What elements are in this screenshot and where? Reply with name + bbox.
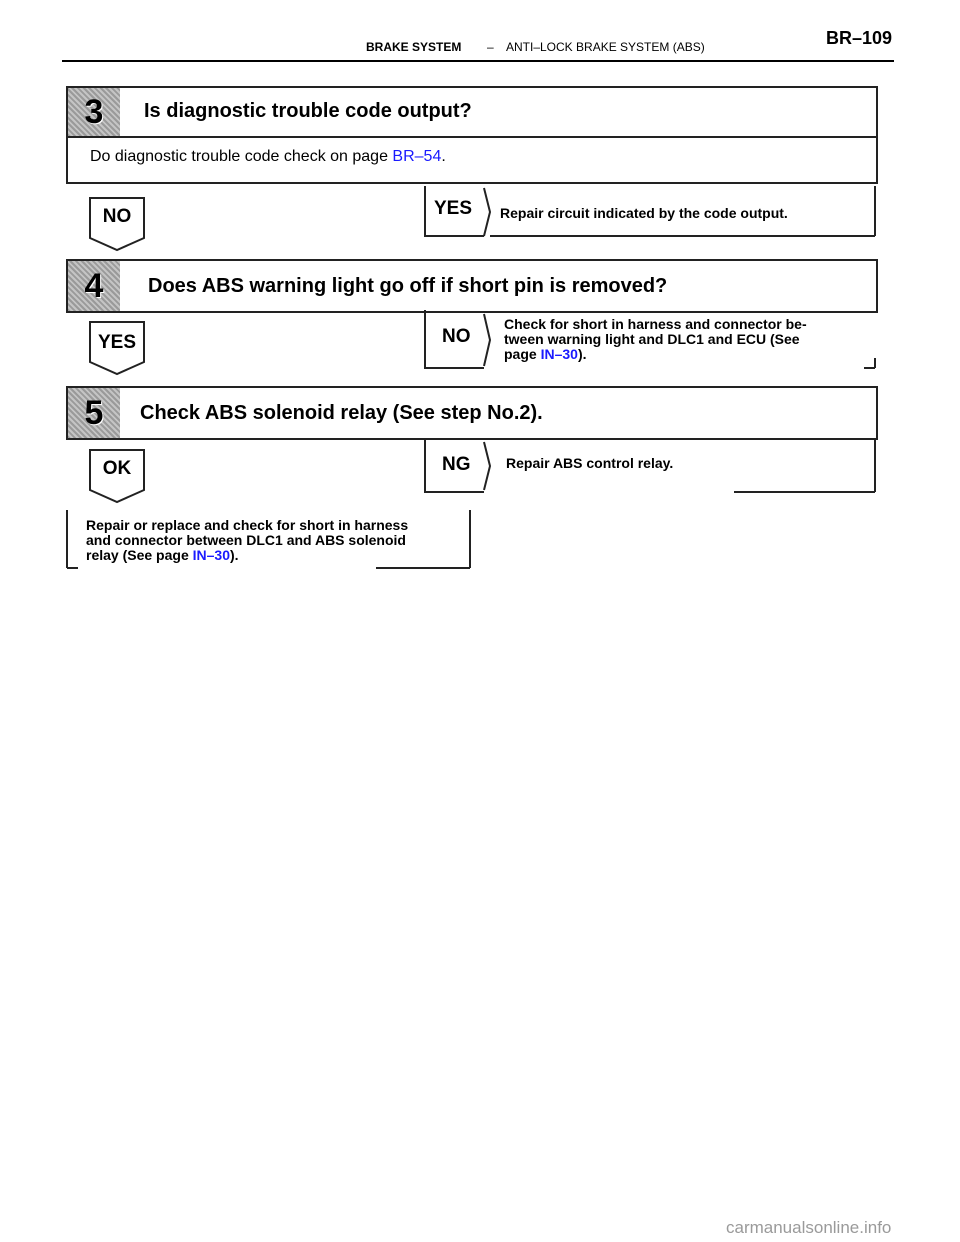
step-5-box <box>66 386 878 440</box>
step-5-ng-label: NG <box>442 454 471 475</box>
page-number: BR–109 <box>826 28 893 48</box>
header-section: BRAKE SYSTEM <box>366 40 462 54</box>
step-5-ok-label: OK <box>102 458 132 479</box>
step-3-page-link[interactable]: BR–54 <box>392 148 442 165</box>
header-subsection: ANTI–LOCK BRAKE SYSTEM (ABS) <box>506 40 705 54</box>
step-3-instruction-box <box>66 136 878 184</box>
final-action-text: Repair or replace and check for short in harness and connector between DLC1 and ABS solenoid relay (See page IN–30). <box>86 517 409 563</box>
header-rule <box>62 60 894 62</box>
step-4-yes-tag <box>88 320 146 376</box>
final-page-link[interactable]: IN–30 <box>192 547 230 563</box>
step-3-box <box>66 86 878 138</box>
watermark: carmanualsonline.info <box>726 1218 892 1237</box>
step-4-no-result: Check for short in harness and connector be- tween warning light and DLC1 and ECU (See page IN–30). <box>504 316 807 362</box>
step-3-instruction: Do diagnostic trouble code check on page BR–54. <box>90 148 446 165</box>
step-5-ng-result: Repair ABS control relay. <box>506 455 674 471</box>
final-action-box <box>66 510 472 570</box>
step-3-yes-branch <box>424 186 876 238</box>
step-4-page-link[interactable]: IN–30 <box>540 346 578 362</box>
step-3-number-badge: 3 <box>68 88 120 136</box>
step-3-yes-result: Repair circuit indicated by the code output. <box>500 205 788 221</box>
step-4-no-label: NO <box>442 326 471 347</box>
step-3-no-tag <box>88 196 146 252</box>
step-3-yes-label: YES <box>434 198 473 219</box>
step-3-no-label: NO <box>102 206 132 227</box>
step-4-number-badge: 4 <box>68 261 120 311</box>
step-4-title: Does ABS warning light go off if short pin is removed? <box>148 275 668 297</box>
step-4-no-branch <box>424 310 876 370</box>
step-4-yes-label: YES <box>97 332 137 353</box>
step-5-ok-tag <box>88 448 146 504</box>
step-5-ng-branch <box>424 438 876 494</box>
step-5-title: Check ABS solenoid relay (See step No.2). <box>140 402 543 424</box>
step-4-box <box>66 259 878 313</box>
step-3-title: Is diagnostic trouble code output? <box>144 100 472 122</box>
header-dash: – <box>487 40 494 54</box>
step-5-number-badge: 5 <box>68 388 120 438</box>
